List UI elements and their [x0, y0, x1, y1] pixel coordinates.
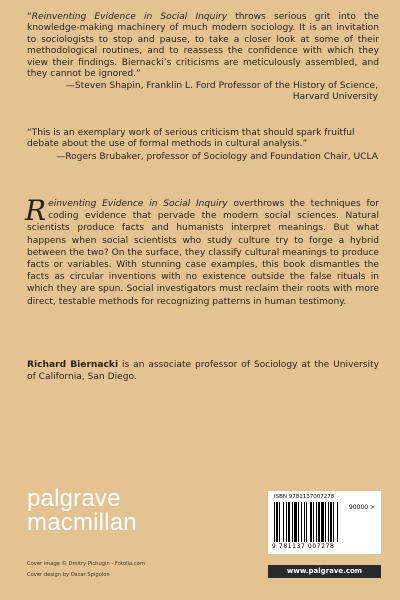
attribution-line: Harvard University	[292, 92, 378, 103]
attribution-shapin	[66, 81, 378, 104]
barcode-bar	[333, 502, 334, 542]
description-text: overthrows the techniques for coding evidence that pervade the modern social sciences. Natural scientists produce facts and humanists interpret meanings. But what happens when social scientists who study culture try to forge a hybrid between the two? On the surface, they classify cultural meanings to produce facts or variables. With stunning case examples, this book dismantles the facts as circular inventions with no existence outside the false rituals in which they are spun. Social investigators must reclaim their roots with more direct, testable methods for recognizing patterns in human testimony.	[27, 199, 379, 307]
barcode-bar	[318, 502, 320, 542]
barcode-bar	[283, 502, 284, 542]
publisher-url[interactable]: www.palgrave.com	[268, 565, 381, 578]
isbn-barcode	[268, 491, 381, 554]
author-name: Richard Biernacki	[27, 360, 119, 370]
barcode-bar	[313, 502, 314, 542]
cover-credits	[27, 559, 145, 581]
barcode-bar	[294, 502, 297, 542]
barcode-bar	[279, 502, 280, 542]
barcode-bars	[274, 502, 346, 542]
attribution-brubaker: —Rogers Brubaker, professor of Sociology and Foundation Chair, UCLA	[56, 152, 378, 162]
barcode-bar	[304, 502, 305, 542]
logo-line-palgrave: palgrave	[27, 485, 121, 512]
book-description	[25, 194, 379, 308]
barcode-bar	[286, 502, 287, 542]
barcode-bar	[325, 502, 326, 542]
barcode-bar	[306, 502, 307, 542]
barcode-bar	[274, 502, 275, 542]
quote-text: throws serious grit into the knowledge-making machinery of much modern sociology. It is an invitation to sociologists to stop and pause, to take a closer look at some of their methodological routines, and to reassess the confidence with which they view their findings. Biernacki’s criticisms are meticulously assembled, and they cannot be ignored.”	[27, 12, 379, 80]
barcode-bar	[321, 502, 324, 542]
price-code: 90000 >	[348, 504, 375, 511]
barcode-bar	[337, 502, 338, 542]
isbn-label: ISBN 9781137007278	[274, 494, 335, 500]
isbn-digits: 9 781137 007278	[272, 543, 335, 550]
quote-book-title: Reinventing Evidence in Social Inquiry	[31, 12, 228, 22]
endorsement-quote-brubaker: “This is an exemplary work of serious criticism that should spark fruitful debate about the use of formal methods in cultural analysis.”	[27, 128, 355, 150]
open-quote-mark: “	[27, 12, 32, 22]
author-bio-text: is an associate professor of Sociology at the University of California, San Diego.	[27, 360, 379, 383]
barcode-bar	[310, 502, 312, 542]
barcode-bar	[298, 502, 299, 542]
endorsement-quote-shapin	[27, 12, 379, 80]
attribution-line: —Steven Shapin, Franklin L. Ford Professor of the History of Science,	[65, 81, 378, 91]
cover-design-credit: Cover design by Oscar Spigolon	[27, 572, 110, 578]
barcode-bar	[288, 502, 290, 542]
barcode-bar	[301, 502, 302, 542]
publisher-logo	[27, 487, 137, 535]
logo-line-macmillan: macmillan	[27, 509, 137, 536]
cover-image-credit: Cover image © Dmitry Pichugin - Fotolia.com	[27, 561, 145, 567]
barcode-bar	[276, 502, 278, 542]
author-bio	[27, 359, 379, 383]
description-book-title: einventing Evidence in Social Inquiry	[48, 199, 228, 209]
barcode-bar	[328, 502, 329, 542]
drop-cap: R	[25, 194, 47, 227]
barcode-bar	[330, 502, 332, 542]
barcode-bar	[292, 502, 293, 542]
barcode-bar	[316, 502, 317, 542]
